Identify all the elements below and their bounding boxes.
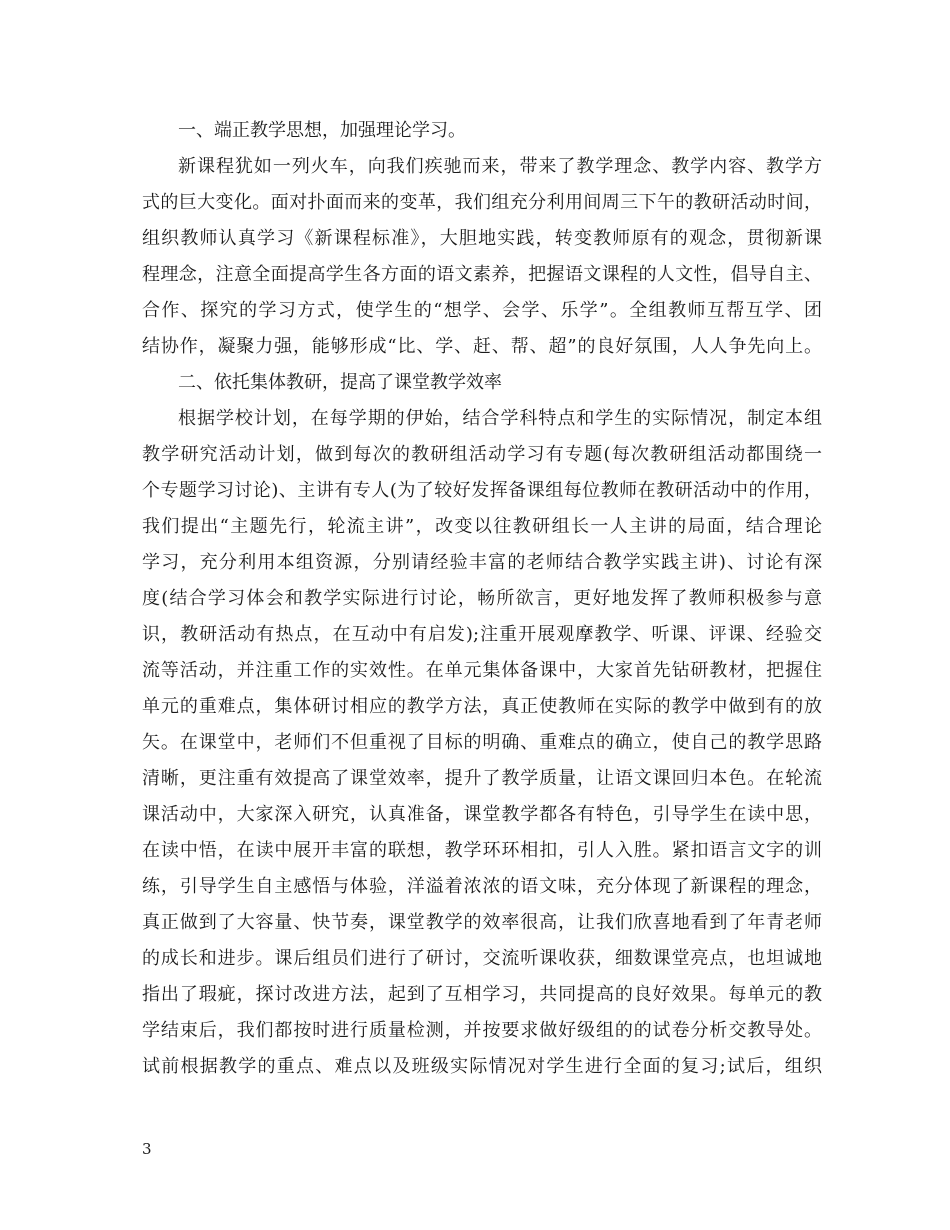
paragraph-line: 式的巨大变化。面对扑面而来的变革，我们组充分利用间周三下午的教研活动时间， (142, 192, 822, 213)
paragraph-line: 新课程犹如一列火车，向我们疾驰而来，带来了教学理念、教学内容、教学方 (178, 156, 822, 177)
paragraph-line: 练，引导学生自主感悟与体验，洋溢着浓浓的语文味，充分体现了新课程的理念， (142, 876, 822, 897)
section-heading-2: 二、依托集体教研，提高了课堂教学效率 (178, 372, 502, 393)
paragraph-line: 我们提出“主题先行，轮流主讲”，改变以往教研组长一人主讲的局面，结合理论 (142, 516, 822, 537)
paragraph-line: 度(结合学习体会和教学实际进行讨论，畅所欲言，更好地发挥了教师积极参与意 (142, 588, 822, 609)
paragraph-line: 单元的重难点，集体研讨相应的教学方法，真正使教师在实际的教学中做到有的放 (142, 696, 822, 717)
paragraph-line: 的成长和进步。课后组员们进行了研讨，交流听课收获，细数课堂亮点，也坦诚地 (142, 948, 822, 969)
paragraph-line: 合作、探究的学习方式，使学生的“想学、会学、乐学”。全组教师互帮互学、团 (142, 300, 822, 321)
document-body (142, 113, 822, 1085)
paragraph-line: 真正做到了大容量、快节奏，课堂教学的效率很高，让我们欣喜地看到了年青老师 (142, 912, 822, 933)
paragraph-line: 识，教研活动有热点，在互动中有启发);注重开展观摩教学、听课、评课、经验交 (142, 624, 822, 645)
paragraph-line: 结协作，凝聚力强，能够形成“比、学、赶、帮、超”的良好氛围，人人争先向上。 (142, 336, 822, 357)
paragraph-line: 流等活动，并注重工作的实效性。在单元集体备课中，大家首先钻研教材，把握住 (142, 660, 822, 681)
paragraph-line: 试前根据教学的重点、难点以及班级实际情况对学生进行全面的复习;试后，组织 (142, 1056, 822, 1077)
paragraph-line: 学习，充分利用本组资源，分别请经验丰富的老师结合教学实践主讲)、讨论有深 (142, 552, 822, 573)
page-number: 3 (142, 1140, 152, 1158)
paragraph-line: 程理念，注意全面提高学生各方面的语文素养，把握语文课程的人文性，倡导自主、 (142, 264, 822, 285)
section-1-paragraph (142, 149, 822, 365)
section-2-paragraph (142, 401, 822, 1085)
paragraph-line: 在读中悟，在读中展开丰富的联想，教学环环相扣，引人入胜。紧扣语言文字的训 (142, 840, 822, 861)
paragraph-line: 个专题学习讨论)、主讲有专人(为了较好发挥备课组每位教师在教研活动中的作用， (142, 480, 822, 501)
paragraph-line: 指出了瑕疵，探讨改进方法，起到了互相学习，共同提高的良好效果。每单元的教 (142, 984, 822, 1005)
paragraph-line: 学结束后，我们都按时进行质量检测，并按要求做好级组的的试卷分析交教导处。 (142, 1020, 822, 1041)
paragraph-line: 教学研究活动计划，做到每次的教研组活动学习有专题(每次教研组活动都围绕一 (142, 444, 822, 465)
section-heading-1: 一、端正教学思想，加强理论学习。 (178, 120, 466, 141)
paragraph-line: 组织教师认真学习《新课程标准》，大胆地实践，转变教师原有的观念，贯彻新课 (142, 228, 822, 249)
paragraph-line: 清晰，更注重有效提高了课堂效率，提升了教学质量，让语文课回归本色。在轮流 (142, 768, 822, 789)
paragraph-line: 根据学校计划，在每学期的伊始，结合学科特点和学生的实际情况，制定本组 (178, 408, 822, 429)
paragraph-line: 课活动中，大家深入研究，认真准备，课堂教学都各有特色，引导学生在读中思， (142, 804, 822, 825)
paragraph-line: 矢。在课堂中，老师们不但重视了目标的明确、重难点的确立，使自己的教学思路 (142, 732, 822, 753)
